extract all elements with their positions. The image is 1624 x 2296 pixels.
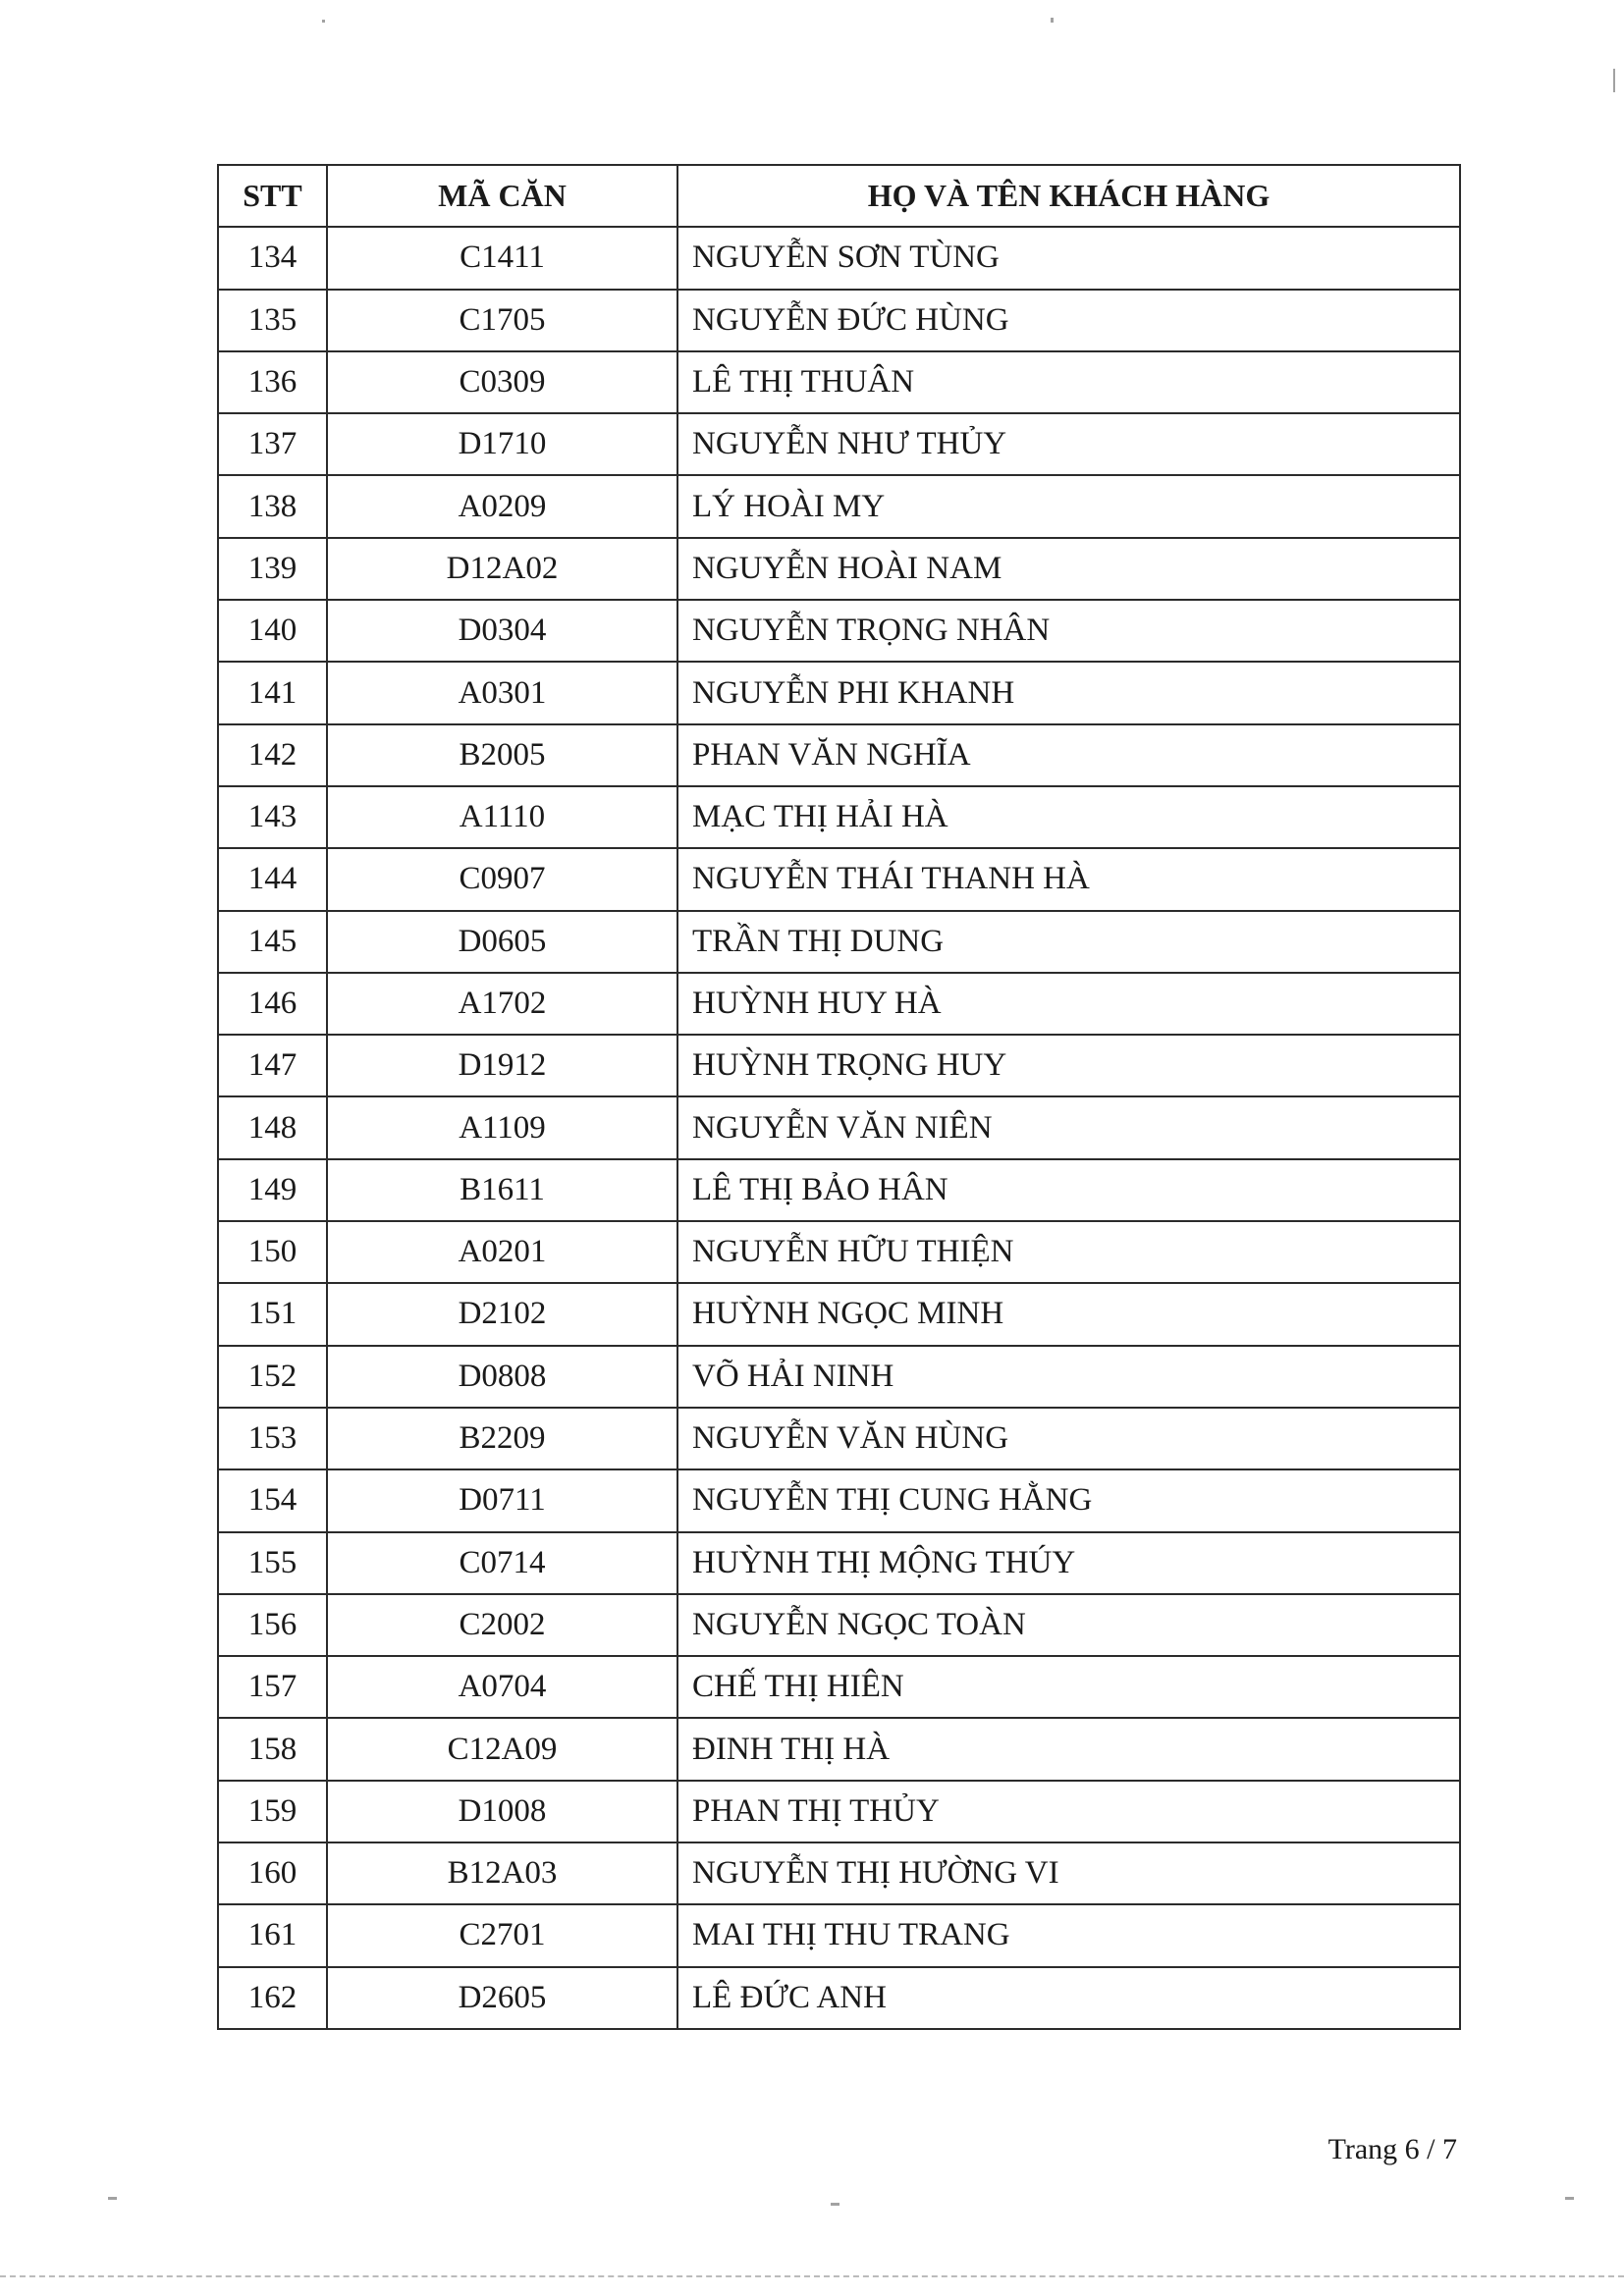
row-unit-code: A0704 bbox=[327, 1656, 677, 1718]
row-unit-code: B2209 bbox=[327, 1408, 677, 1469]
row-unit-code: D12A02 bbox=[327, 538, 677, 600]
table-row bbox=[218, 1408, 1460, 1469]
header-stt: STT bbox=[218, 165, 327, 227]
row-stt: 150 bbox=[218, 1221, 327, 1283]
row-stt: 136 bbox=[218, 351, 327, 413]
row-unit-code: C12A09 bbox=[327, 1718, 677, 1780]
row-unit-code: D2605 bbox=[327, 1967, 677, 2029]
table-row bbox=[218, 662, 1460, 723]
row-unit-code: C0907 bbox=[327, 848, 677, 910]
table-row bbox=[218, 1781, 1460, 1842]
row-unit-code: A1109 bbox=[327, 1096, 677, 1158]
row-unit-code: D1008 bbox=[327, 1781, 677, 1842]
row-unit-code: D0605 bbox=[327, 911, 677, 973]
row-customer-name: HUỲNH NGỌC MINH bbox=[677, 1283, 1460, 1345]
row-customer-name: MẠC THỊ HẢI HÀ bbox=[677, 786, 1460, 848]
row-unit-code: A0301 bbox=[327, 662, 677, 723]
row-customer-name: NGUYỄN SƠN TÙNG bbox=[677, 227, 1460, 289]
row-unit-code: D2102 bbox=[327, 1283, 677, 1345]
table-row bbox=[218, 538, 1460, 600]
row-stt: 141 bbox=[218, 662, 327, 723]
scan-edge-line bbox=[0, 2275, 1624, 2277]
row-stt: 148 bbox=[218, 1096, 327, 1158]
row-unit-code: D1912 bbox=[327, 1035, 677, 1096]
row-stt: 144 bbox=[218, 848, 327, 910]
table-row bbox=[218, 973, 1460, 1035]
row-unit-code: A0201 bbox=[327, 1221, 677, 1283]
row-stt: 162 bbox=[218, 1967, 327, 2029]
row-customer-name: NGUYỄN TRỌNG NHÂN bbox=[677, 600, 1460, 662]
table-row bbox=[218, 911, 1460, 973]
row-unit-code: C1411 bbox=[327, 227, 677, 289]
row-stt: 146 bbox=[218, 973, 327, 1035]
scan-speck bbox=[1565, 2197, 1574, 2200]
table-row bbox=[218, 1035, 1460, 1096]
row-stt: 137 bbox=[218, 413, 327, 475]
table-row bbox=[218, 1842, 1460, 1904]
row-customer-name: VÕ HẢI NINH bbox=[677, 1346, 1460, 1408]
row-unit-code: D1710 bbox=[327, 413, 677, 475]
row-unit-code: A1702 bbox=[327, 973, 677, 1035]
row-customer-name: CHẾ THỊ HIÊN bbox=[677, 1656, 1460, 1718]
table-row bbox=[218, 1594, 1460, 1656]
row-unit-code: B12A03 bbox=[327, 1842, 677, 1904]
table-row bbox=[218, 475, 1460, 537]
row-customer-name: MAI THỊ THU TRANG bbox=[677, 1904, 1460, 1966]
row-customer-name: PHAN THỊ THỦY bbox=[677, 1781, 1460, 1842]
table-row bbox=[218, 1718, 1460, 1780]
row-customer-name: PHAN VĂN NGHĨA bbox=[677, 724, 1460, 786]
table-row bbox=[218, 413, 1460, 475]
row-unit-code: C0714 bbox=[327, 1532, 677, 1594]
row-customer-name: LÊ ĐỨC ANH bbox=[677, 1967, 1460, 2029]
table-row bbox=[218, 1904, 1460, 1966]
table-row bbox=[218, 600, 1460, 662]
header-unit-code: MÃ CĂN bbox=[327, 165, 677, 227]
row-unit-code: D0711 bbox=[327, 1469, 677, 1531]
row-customer-name: NGUYỄN NHƯ THỦY bbox=[677, 413, 1460, 475]
row-stt: 161 bbox=[218, 1904, 327, 1966]
row-stt: 155 bbox=[218, 1532, 327, 1594]
row-stt: 142 bbox=[218, 724, 327, 786]
customer-table bbox=[217, 164, 1461, 2030]
table-row bbox=[218, 848, 1460, 910]
table-row bbox=[218, 1469, 1460, 1531]
table-row bbox=[218, 290, 1460, 351]
table-body bbox=[218, 227, 1460, 2029]
header-customer-name: HỌ VÀ TÊN KHÁCH HÀNG bbox=[677, 165, 1460, 227]
table-row bbox=[218, 1532, 1460, 1594]
table-row bbox=[218, 1283, 1460, 1345]
table-header bbox=[218, 165, 1460, 227]
row-stt: 143 bbox=[218, 786, 327, 848]
row-customer-name: NGUYỄN VĂN HÙNG bbox=[677, 1408, 1460, 1469]
table-row bbox=[218, 1656, 1460, 1718]
row-customer-name: NGUYỄN THỊ CUNG HẰNG bbox=[677, 1469, 1460, 1531]
row-stt: 151 bbox=[218, 1283, 327, 1345]
row-customer-name: NGUYỄN NGỌC TOÀN bbox=[677, 1594, 1460, 1656]
row-stt: 135 bbox=[218, 290, 327, 351]
row-customer-name: TRẦN THỊ DUNG bbox=[677, 911, 1460, 973]
scan-speck bbox=[831, 2203, 839, 2206]
row-unit-code: D0304 bbox=[327, 600, 677, 662]
row-stt: 156 bbox=[218, 1594, 327, 1656]
row-customer-name: NGUYỄN VĂN NIÊN bbox=[677, 1096, 1460, 1158]
row-unit-code: B1611 bbox=[327, 1159, 677, 1221]
row-unit-code: B2005 bbox=[327, 724, 677, 786]
table-row bbox=[218, 227, 1460, 289]
row-customer-name: NGUYỄN THỊ HƯỜNG VI bbox=[677, 1842, 1460, 1904]
row-stt: 149 bbox=[218, 1159, 327, 1221]
table-row bbox=[218, 1346, 1460, 1408]
row-customer-name: LÊ THỊ THUÂN bbox=[677, 351, 1460, 413]
table-header-row bbox=[218, 165, 1460, 227]
page-number: Trang 6 / 7 bbox=[1327, 2133, 1457, 2165]
row-customer-name: NGUYỄN THÁI THANH HÀ bbox=[677, 848, 1460, 910]
row-unit-code: D0808 bbox=[327, 1346, 677, 1408]
row-stt: 158 bbox=[218, 1718, 327, 1780]
row-stt: 147 bbox=[218, 1035, 327, 1096]
scan-speck bbox=[322, 20, 325, 23]
row-customer-name: LÊ THỊ BẢO HÂN bbox=[677, 1159, 1460, 1221]
row-customer-name: NGUYỄN ĐỨC HÙNG bbox=[677, 290, 1460, 351]
row-stt: 152 bbox=[218, 1346, 327, 1408]
row-customer-name: NGUYỄN HOÀI NAM bbox=[677, 538, 1460, 600]
table-row bbox=[218, 1221, 1460, 1283]
row-unit-code: C0309 bbox=[327, 351, 677, 413]
row-stt: 134 bbox=[218, 227, 327, 289]
row-customer-name: ĐINH THỊ HÀ bbox=[677, 1718, 1460, 1780]
row-unit-code: C1705 bbox=[327, 290, 677, 351]
table-row bbox=[218, 351, 1460, 413]
row-stt: 159 bbox=[218, 1781, 327, 1842]
row-stt: 160 bbox=[218, 1842, 327, 1904]
scan-speck bbox=[1051, 18, 1054, 23]
row-stt: 145 bbox=[218, 911, 327, 973]
scan-speck bbox=[1613, 69, 1615, 92]
table-row bbox=[218, 724, 1460, 786]
row-stt: 138 bbox=[218, 475, 327, 537]
row-stt: 140 bbox=[218, 600, 327, 662]
row-customer-name: HUỲNH THỊ MỘNG THÚY bbox=[677, 1532, 1460, 1594]
row-unit-code: C2002 bbox=[327, 1594, 677, 1656]
row-customer-name: NGUYỄN PHI KHANH bbox=[677, 662, 1460, 723]
row-stt: 157 bbox=[218, 1656, 327, 1718]
row-customer-name: HUỲNH HUY HÀ bbox=[677, 973, 1460, 1035]
table-row bbox=[218, 786, 1460, 848]
row-customer-name: LÝ HOÀI MY bbox=[677, 475, 1460, 537]
row-stt: 154 bbox=[218, 1469, 327, 1531]
scan-speck bbox=[108, 2197, 117, 2200]
row-unit-code: C2701 bbox=[327, 1904, 677, 1966]
row-customer-name: NGUYỄN HỮU THIỆN bbox=[677, 1221, 1460, 1283]
row-unit-code: A0209 bbox=[327, 475, 677, 537]
row-stt: 139 bbox=[218, 538, 327, 600]
row-unit-code: A1110 bbox=[327, 786, 677, 848]
row-customer-name: HUỲNH TRỌNG HUY bbox=[677, 1035, 1460, 1096]
row-stt: 153 bbox=[218, 1408, 327, 1469]
table-row bbox=[218, 1967, 1460, 2029]
table-row bbox=[218, 1096, 1460, 1158]
table-row bbox=[218, 1159, 1460, 1221]
